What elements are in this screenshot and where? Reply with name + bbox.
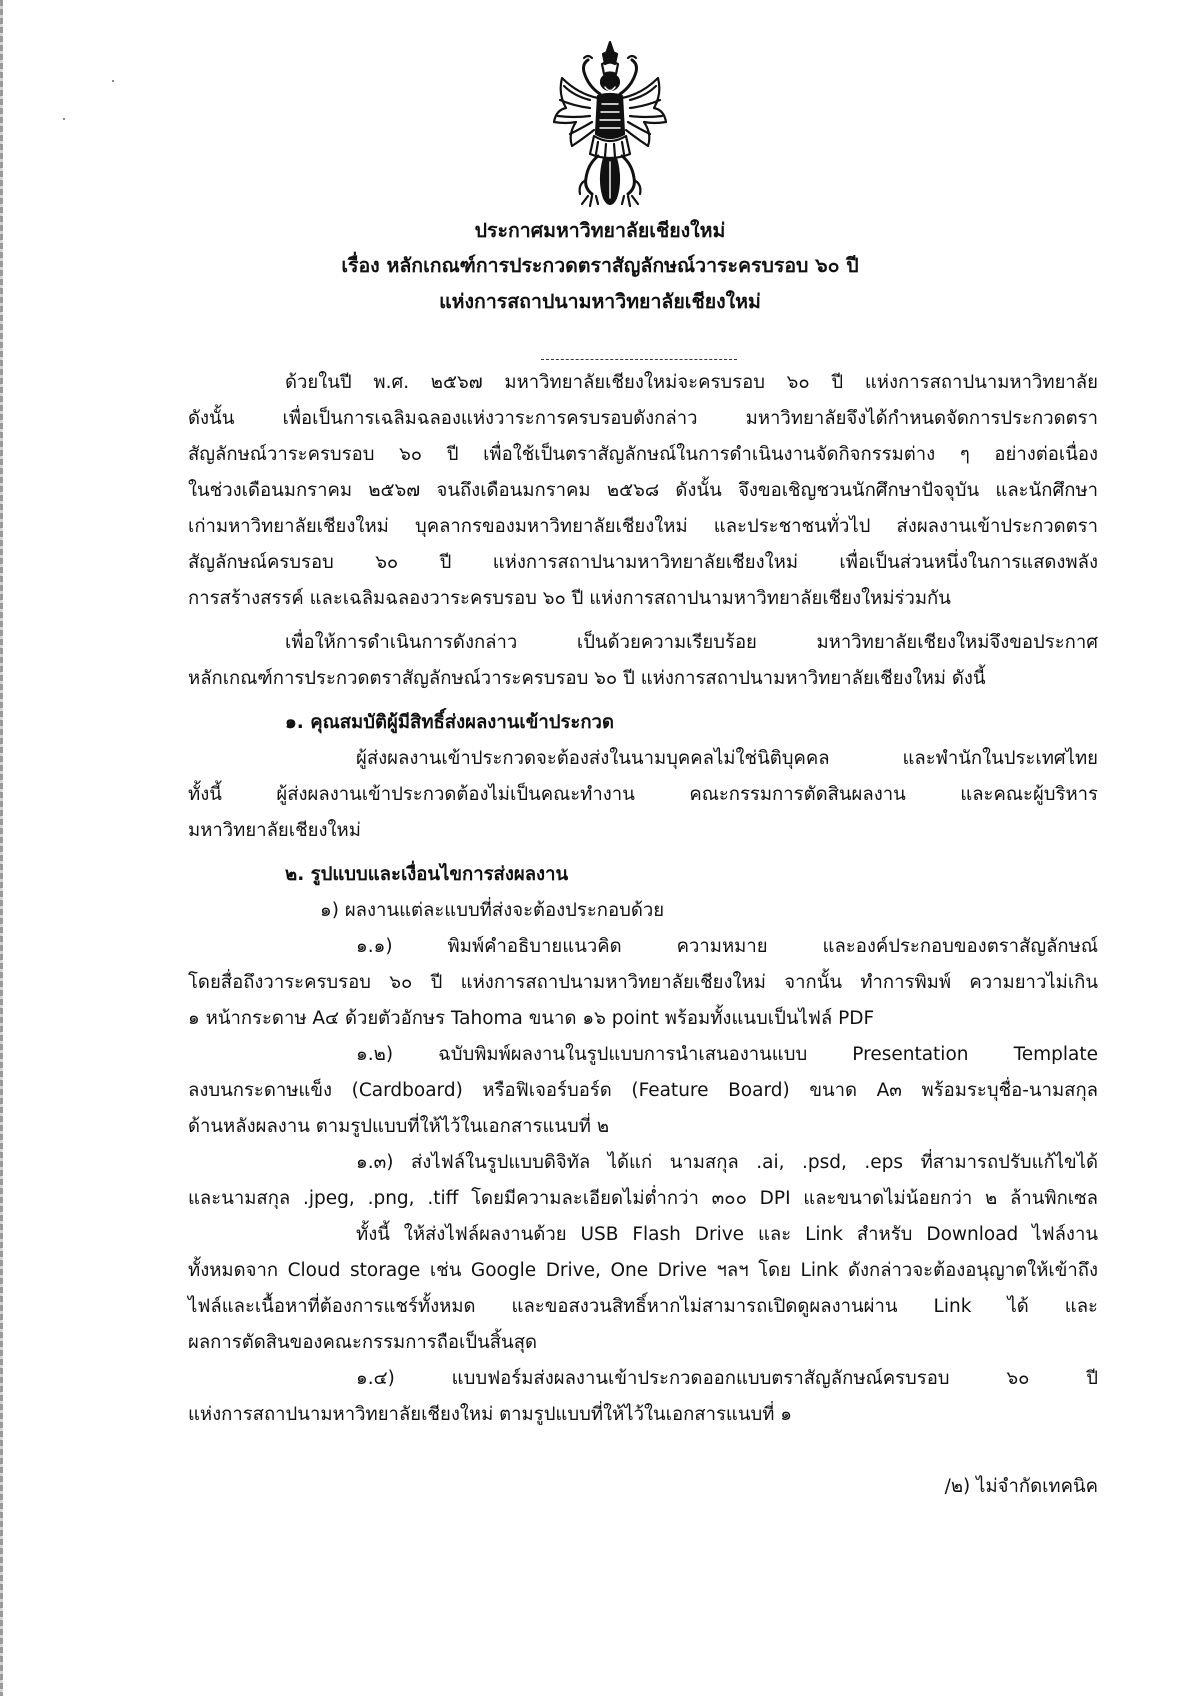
scan-speck — [63, 118, 65, 120]
item-1-1-line-3: ๑ หน้ากระดาษ A๔ ด้วยตัวอักษร Tahoma ขนาด ๑๖ point พร้อมทั้งแนบเป็นไฟล์ PDF — [188, 1008, 875, 1029]
page-continuation: /๒) ไม่จำกัดเทคนิค — [944, 1476, 1098, 1497]
usb-line-2: ทั้งหมดจาก Cloud storage เช่น Google Drive, One Drive ฯลฯ โดย Link ดังกล่าวจะต้องอนุญาตให้เข้าถึง — [188, 1260, 1098, 1281]
section-2-title: ๒. รูปแบบและเงื่อนไขการส่งผลงาน — [285, 864, 569, 885]
section-2-sub-1: ๑) ผลงานแต่ละแบบที่ส่งจะต้องประกอบด้วย — [320, 900, 665, 921]
item-1-4-line-2: แห่งการสถาปนามหาวิทยาลัยเชียงใหม่ ตามรูปแบบที่ให้ไว้ในเอกสารแนบที่ ๑ — [188, 1404, 793, 1425]
header-divider — [541, 359, 737, 360]
intro-line-5: เก่ามหาวิทยาลัยเชียงใหม่ บุคลากรของมหาวิทยาลัยเชียงใหม่ และประชาชนทั่วไป ส่งผลงานเข้าประกวดตรา — [188, 516, 1098, 537]
purpose-line-1: เพื่อให้การดำเนินการดังกล่าว เป็นด้วยความเรียบร้อย มหาวิทยาลัยเชียงใหม่จึงขอประกาศ — [285, 632, 1098, 653]
item-1-2-line-1: ๑.๒) ฉบับพิมพ์ผลงานในรูปแบบการนำเสนองานแบบ Presentation Template — [356, 1044, 1098, 1065]
section-1-line-3: มหาวิทยาลัยเชียงใหม่ — [188, 820, 361, 841]
intro-line-2: ดังนั้น เพื่อเป็นการเฉลิมฉลองแห่งวาระการครบรอบดังกล่าว มหาวิทยาลัยจึงได้กำหนดจัดการประกวดตรา — [188, 408, 1098, 429]
item-1-3-line-2: และนามสกุล .jpeg, .png, .tiff โดยมีความละเอียดไม่ต่ำกว่า ๓๐๐ DPI และขนาดไม่น้อยกว่า ๒ ล้านพิกเซล — [188, 1188, 1098, 1209]
item-1-3-line-1: ๑.๓) ส่งไฟล์ในรูปแบบดิจิทัล ได้แก่ นามสกุล .ai, .psd, .eps ที่สามารถปรับแก้ไขได้ — [356, 1152, 1098, 1173]
usb-line-3: ไฟล์และเนื้อหาที่ต้องการแชร์ทั้งหมด และขอสงวนสิทธิ์หากไม่สามารถเปิดดูผลงานผ่าน Link ได้ และ — [188, 1296, 1098, 1317]
item-1-1-line-2: โดยสื่อถึงวาระครบรอบ ๖๐ ปี แห่งการสถาปนามหาวิทยาลัยเชียงใหม่ จากนั้น ทำการพิมพ์ ความยาวไม่เกิน — [188, 972, 1098, 993]
item-1-4-line-1: ๑.๔) แบบฟอร์มส่งผลงานเข้าประกวดออกแบบตราสัญลักษณ์ครบรอบ ๖๐ ปี — [356, 1368, 1098, 1389]
item-1-2-line-3: ด้านหลังผลงาน ตามรูปแบบที่ให้ไว้ในเอกสารแนบที่ ๒ — [188, 1116, 610, 1137]
intro-line-7: การสร้างสรรค์ และเฉลิมฉลองวาระครบรอบ ๖๐ ปี แห่งการสถาปนามหาวิทยาลัยเชียงใหม่ร่วมกัน — [188, 588, 951, 609]
announcement-subject-cont: แห่งการสถาปนามหาวิทยาลัยเชียงใหม่ — [439, 290, 761, 313]
announcement-subject: เรื่อง หลักเกณฑ์การประกวดตราสัญลักษณ์วาระครบรอบ ๖๐ ปี — [341, 254, 859, 277]
section-1-title: ๑. คุณสมบัติผู้มีสิทธิ์ส่งผลงานเข้าประกวด — [285, 712, 614, 733]
intro-line-6: สัญลักษณ์ครบรอบ ๖๐ ปี แห่งการสถาปนามหาวิทยาลัยเชียงใหม่ เพื่อเป็นส่วนหนึ่งในการแสดงพลัง — [188, 552, 1098, 573]
section-1-line-2: ทั้งนี้ ผู้ส่งผลงานเข้าประกวดต้องไม่เป็นคณะทำงาน คณะกรรมการตัดสินผลงาน และคณะผู้บริหาร — [188, 784, 1098, 805]
scan-speck — [112, 80, 114, 82]
usb-line-1: ทั้งนี้ ให้ส่งไฟล์ผลงานด้วย USB Flash Drive และ Link สำหรับ Download ไฟล์งาน — [356, 1224, 1098, 1245]
section-1-line-1: ผู้ส่งผลงานเข้าประกวดจะต้องส่งในนามบุคคลไม่ใช่นิติบุคคล และพำนักในประเทศไทย — [356, 748, 1098, 769]
intro-line-1: ด้วยในปี พ.ศ. ๒๕๖๗ มหาวิทยาลัยเชียงใหม่จะครบรอบ ๖๐ ปี แห่งการสถาปนามหาวิทยาลัย — [285, 372, 1098, 393]
intro-line-4: ในช่วงเดือนมกราคม ๒๕๖๗ จนถึงเดือนมกราคม ๒๕๖๘ ดังนั้น จึงขอเชิญชวนนักศึกษาปัจจุบัน และนักศึกษา — [188, 480, 1098, 501]
announcement-title: ประกาศมหาวิทยาลัยเชียงใหม่ — [474, 219, 726, 242]
usb-line-4: ผลการตัดสินของคณะกรรมการถือเป็นสิ้นสุด — [188, 1332, 537, 1353]
intro-line-3: สัญลักษณ์วาระครบรอบ ๖๐ ปี เพื่อใช้เป็นตราสัญลักษณ์ในการดำเนินงานจัดกิจกรรมต่าง ๆ อย่างต่อเนื่อง — [188, 444, 1098, 465]
purpose-line-2: หลักเกณฑ์การประกวดตราสัญลักษณ์วาระครบรอบ ๖๐ ปี แห่งการสถาปนามหาวิทยาลัยเชียงใหม่ ดังนี้ — [188, 668, 986, 689]
garuda-emblem-icon — [548, 38, 672, 216]
item-1-1-line-1: ๑.๑) พิมพ์คำอธิบายแนวคิด ความหมาย และองค์ประกอบของตราสัญลักษณ์ — [356, 936, 1098, 957]
item-1-2-line-2: ลงบนกระดาษแข็ง (Cardboard) หรือฟิเจอร์บอร์ด (Feature Board) ขนาด A๓ พร้อมระบุชื่อ-นามสกุล — [188, 1080, 1098, 1101]
